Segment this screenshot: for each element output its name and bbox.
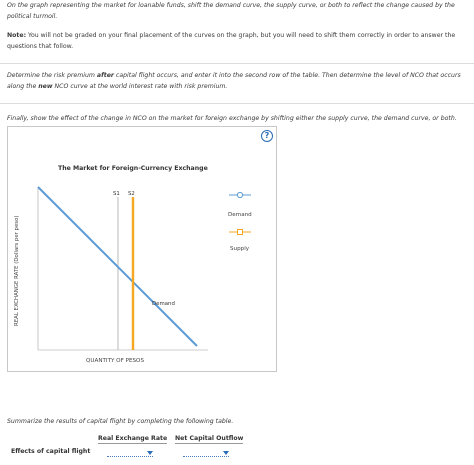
s2-label: S2 — [128, 191, 135, 197]
note-text: You will not be graded on your final placement of the curves on the graph, but you will need to shift them correctly in order to answer the — [26, 32, 456, 39]
legend-demand-label: Demand — [228, 212, 252, 218]
chevron-down-icon — [147, 451, 153, 455]
x-axis-label: QUANTITY OF PESOS — [86, 358, 144, 364]
net-capital-outflow-dropdown[interactable] — [183, 449, 229, 457]
graph-title: The Market for Foreign-Currency Exchange — [58, 165, 208, 172]
legend-demand-icon[interactable] — [229, 192, 251, 197]
note-label: Note: — [7, 32, 27, 39]
demand-curve-label: Demand — [152, 301, 175, 307]
column-header-real-exchange-rate: Real Exchange Rate — [98, 435, 168, 442]
summary-prompt: Summarize the results of capital flight by completing the following table. — [7, 418, 234, 425]
column-header-net-capital-outflow: Net Capital Outflow — [175, 435, 244, 442]
y-axis-label: REAL EXCHANGE RATE (Dollars per peso) — [14, 215, 20, 326]
s1-label: S1 — [113, 191, 120, 197]
instruction-2-line-2: along the new NCO curve at the world interest rate with risk premium. — [7, 83, 228, 90]
instruction-2-line-1: Determine the risk premium after capital flight occurs, and enter it into the second row of the table. Then determine the level of NCO that occurs — [7, 72, 461, 79]
chevron-down-icon — [223, 451, 229, 455]
instruction-3: Finally, show the effect of the change in NCO on the market for foreign exchange by shifting either the supply curve, the demand curve, or both. — [7, 115, 457, 122]
help-button[interactable]: ? — [261, 130, 273, 142]
real-exchange-rate-dropdown[interactable] — [107, 449, 153, 457]
intro-line-2: political turmoil. — [7, 13, 58, 20]
legend-supply-label: Supply — [230, 246, 250, 252]
intro-line-1: On the graph representing the market for loanable funds, shift the demand curve, the supply curve, or both to reflect the change caused by the — [7, 2, 455, 9]
legend-supply-icon[interactable] — [229, 230, 251, 235]
row-label-effects-of-capital-flight: Effects of capital flight — [11, 448, 91, 455]
note-line-2: questions that follow. — [7, 43, 74, 50]
